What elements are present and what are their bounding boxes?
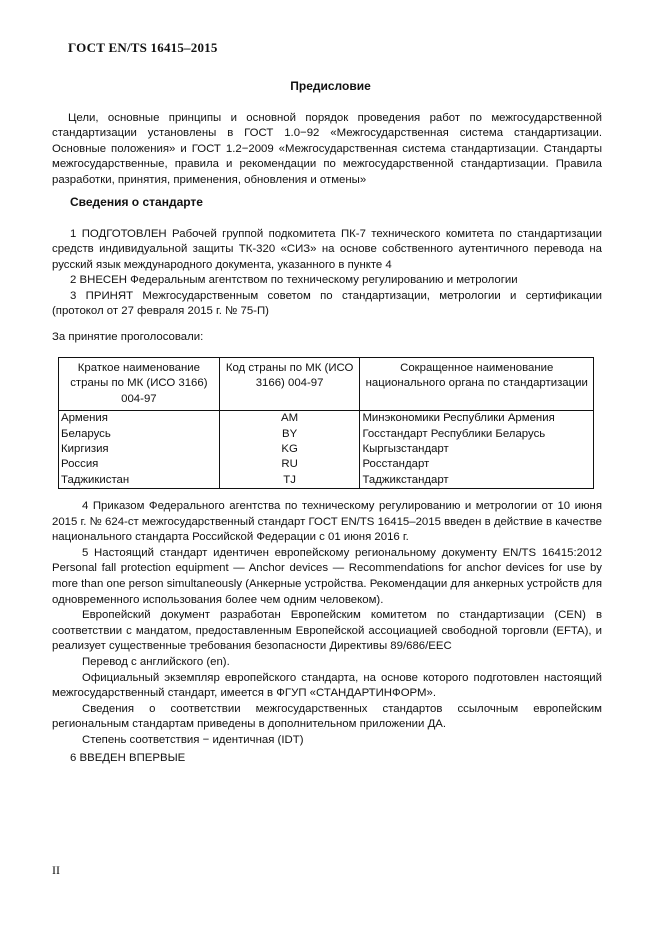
country-code: TJ bbox=[219, 473, 360, 489]
header-country-name: Краткое наименование страны по МК (ИСО 3166) 004-97 bbox=[59, 358, 220, 411]
country-code: RU bbox=[219, 457, 360, 472]
item-5-degree: Степень соответствия − идентичная (IDT) bbox=[82, 733, 304, 746]
item-4-order: 4 Приказом Федерального агентства по техническому регулированию и метрологии от 10 июня 2015 г. № 624-ст межгосударственный стандарт ГОСТ EN/TS 16415–2015 введен в действие в качестве национального стандарта Российской Федерации с 01 июня 2016 г. bbox=[52, 500, 602, 544]
national-body: Кыргызстандарт bbox=[360, 442, 594, 457]
country-name: Беларусь bbox=[59, 427, 220, 442]
national-body: Росстандарт bbox=[360, 457, 594, 472]
item-5-translation: Перевод с английского (en). bbox=[82, 655, 230, 668]
foreword-title: Предисловие bbox=[290, 79, 371, 93]
item-6-first-introduced: 6 ВВЕДЕН ВПЕРВЫЕ bbox=[70, 752, 186, 764]
item-5-correspondence: Сведения о соответствии межгосударственных стандартов ссылочным европейским региональным стандартам приведены в дополнительном приложении ДА. bbox=[52, 702, 602, 731]
header-country-code: Код страны по МК (ИСО 3166) 004-97 bbox=[219, 358, 360, 411]
country-name: Таджикистан bbox=[59, 473, 220, 489]
country-code: AM bbox=[219, 411, 360, 427]
item-5-official-copy: Официальный экземпляр европейского стандарта, на основе которого подготовлен настоящий межгосударственный стандарт, имеется в ФГУП «СТАНДАРТИНФОРМ». bbox=[52, 671, 602, 700]
table-header-row bbox=[59, 358, 594, 411]
national-body: Таджикстандарт bbox=[360, 473, 594, 489]
item-3-adopted: 3 ПРИНЯТ Межгосударственным советом по стандартизации, метрологии и сертификации (протокол от 27 февраля 2015 г. № 75-П) bbox=[52, 289, 602, 318]
national-body: Минэкономики Республики Армения bbox=[360, 411, 594, 427]
table-row bbox=[59, 442, 594, 457]
foreword-paragraph: Цели, основные принципы и основной порядок проведения работ по межгосударственной стандартизации установлены в ГОСТ 1.0−92 «Межгосударственная система стандартизации. Основные положения» и ГОСТ 1.2−2009 «Межгосударственная система стандартизации. Стандарты межгосударственные, правила и рекомендации по межгосударственной стандартизации. Правила разработки, принятия, применения, обновления и отмены» bbox=[52, 112, 602, 186]
standard-code-header: ГОСТ EN/TS 16415–2015 bbox=[68, 40, 218, 55]
header-national-body: Сокращенное наименование национального органа по стандартизации bbox=[360, 358, 594, 411]
about-standard-title: Сведения о стандарте bbox=[70, 195, 203, 209]
country-name: Россия bbox=[59, 457, 220, 472]
about-items-block bbox=[52, 227, 602, 319]
table-row bbox=[59, 427, 594, 442]
country-name: Армения bbox=[59, 411, 220, 427]
item-5-identical: 5 Настоящий стандарт идентичен европейскому региональному документу EN/TS 16415:2012 Personal fall protection equipment — Anchor devices — Recommendations for anchor devices for use by more than one person simultaneously (Анкерные устройства. Рекомендации для анкерных устройств для одновременного использования более чем одним человеком). bbox=[52, 546, 602, 606]
table-row bbox=[59, 473, 594, 489]
country-code: KG bbox=[219, 442, 360, 457]
item-2-introduced: 2 ВНЕСЕН Федеральным агентством по техническому регулированию и метрологии bbox=[70, 274, 518, 287]
country-code: BY bbox=[219, 427, 360, 442]
country-name: Киргизия bbox=[59, 442, 220, 457]
page-number: II bbox=[52, 863, 60, 877]
item-5-cen-mandate: Европейский документ разработан Европейским комитетом по стандартизации (CEN) в соответствии с мандатом, предоставленным Европейской ассоциацией свободной торговли (EFTA), и реализует существенные требования безопасности Директивы 89/686/ЕЕС bbox=[52, 609, 602, 653]
national-body: Госстандарт Республики Беларусь bbox=[360, 427, 594, 442]
table-row bbox=[59, 457, 594, 472]
vote-label: За принятие проголосовали: bbox=[52, 331, 204, 343]
lower-items-block bbox=[52, 499, 602, 749]
table-row bbox=[59, 411, 594, 427]
voting-countries-table bbox=[58, 357, 594, 489]
item-1-prepared: 1 ПОДГОТОВЛЕН Рабочей группой подкомитета ПК-7 технического комитета по стандартизации средств индивидуальной защиты ТК-320 «СИЗ» на основе собственного аутентичного перевода на русский язык международного документа, указанного в пункте 4 bbox=[52, 228, 602, 271]
